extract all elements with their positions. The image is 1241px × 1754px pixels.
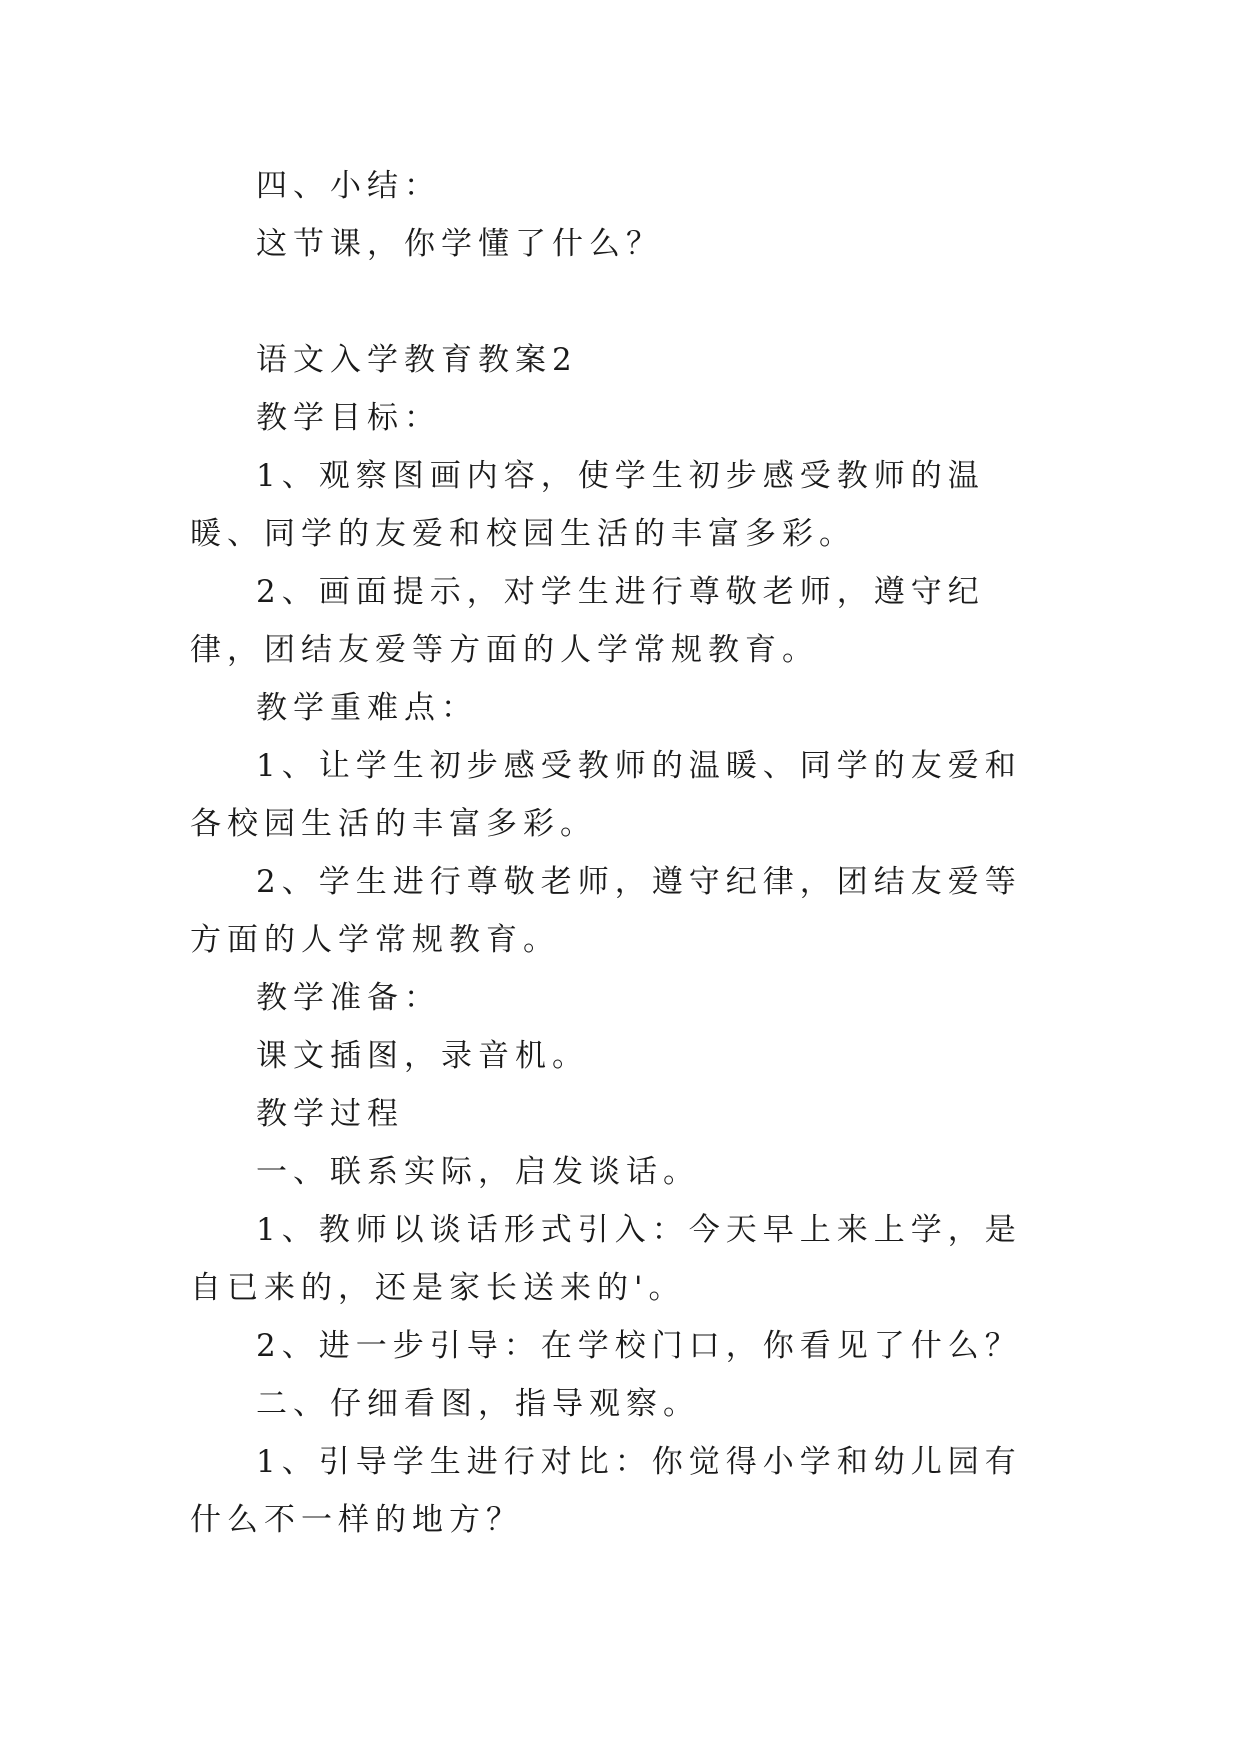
- goal-item-1: 1、观察图画内容，使学生初步感受教师的温暖、同学的友爱和校园生活的丰富多彩。: [190, 458, 985, 552]
- difficulty-item-2: 2、学生进行尊敬老师，遵守纪律，团结友爱等方面的人学常规教育。: [190, 864, 1022, 958]
- lesson-plan-title: 语文入学教育教案2: [256, 342, 578, 378]
- heading-teaching-process: 教学过程: [256, 1096, 404, 1132]
- summary-question: 这节课，你学懂了什么？: [256, 226, 663, 262]
- process-step-2-heading: 二、仔细看图，指导观察。: [256, 1386, 700, 1422]
- heading-preparation: 教学准备：: [256, 980, 441, 1016]
- heading-teaching-goals: 教学目标：: [256, 400, 441, 436]
- heading-key-difficulties: 教学重难点：: [256, 690, 478, 726]
- section-heading-summary: 四、小结：: [256, 168, 441, 204]
- process-step-1-item-2: 2、进一步引导：在学校门口，你看见了什么？: [256, 1328, 1022, 1364]
- goal-item-2: 2、画面提示，对学生进行尊敬老师，遵守纪律，团结友爱等方面的人学常规教育。: [190, 574, 985, 668]
- process-step-1-item-1: 1、教师以谈话形式引入：今天早上来上学，是自已来的，还是家长送来的'。: [190, 1212, 1022, 1306]
- process-step-2-item-1: 1、引导学生进行对比：你觉得小学和幼儿园有什么不一样的地方？: [190, 1444, 1022, 1538]
- preparation-text: 课文插图，录音机。: [256, 1038, 589, 1074]
- process-step-1-heading: 一、联系实际，启发谈话。: [256, 1154, 700, 1190]
- difficulty-item-1: 1、让学生初步感受教师的温暖、同学的友爱和各校园生活的丰富多彩。: [190, 748, 1022, 842]
